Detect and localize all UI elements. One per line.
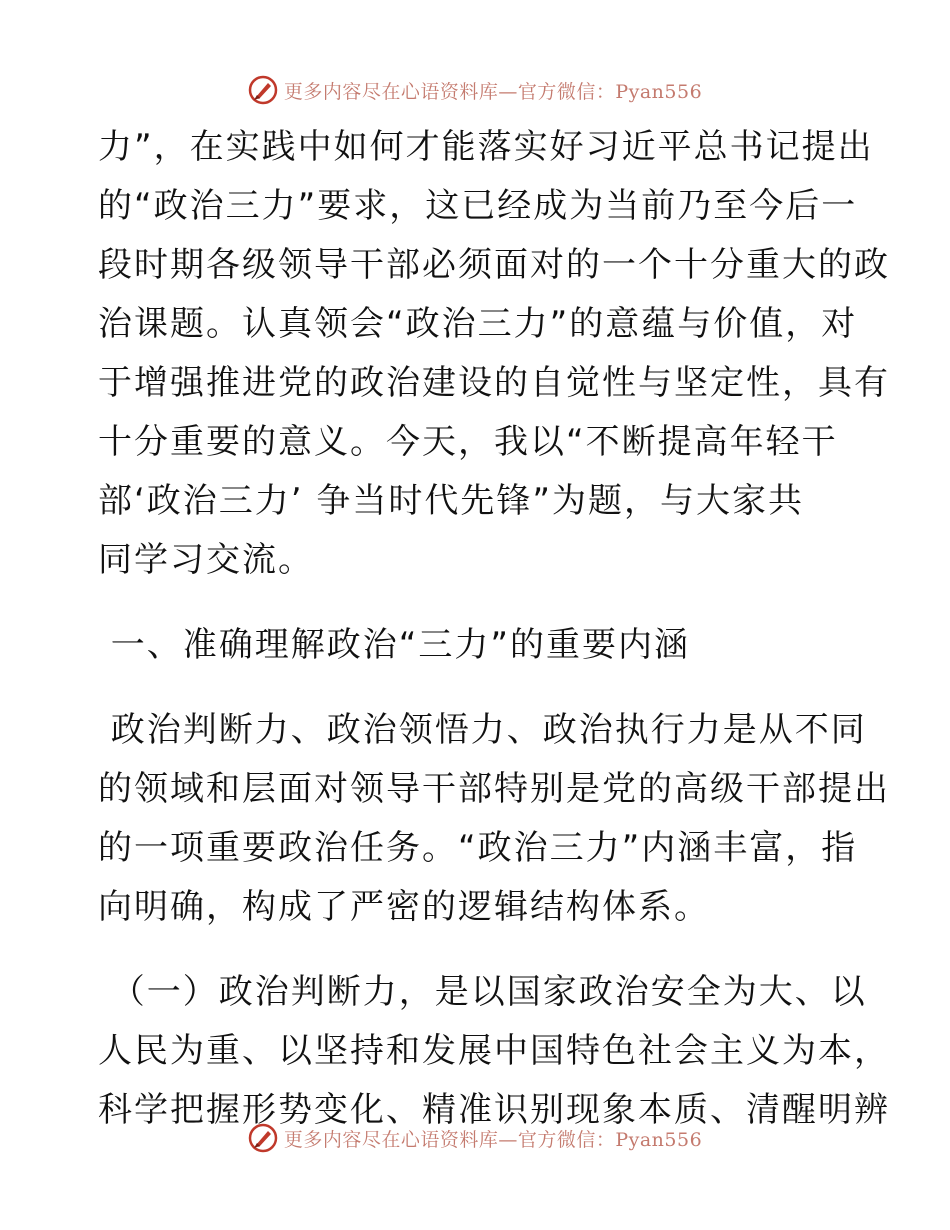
- text-line: 人民为重、以坚持和发展中国特色社会主义为本，: [98, 1031, 890, 1071]
- text-line: 同学习交流。: [98, 540, 314, 580]
- text-line: （一）政治判断力，是以国家政治安全为大、以: [98, 972, 867, 1012]
- text-line: 力”，在实践中如何才能落实好习近平总书记提出: [98, 127, 874, 167]
- section-heading: 一、准确理解政治“三力”的重要内涵: [98, 625, 691, 665]
- paragraph-2: [98, 701, 890, 937]
- pen-logo-icon: [248, 75, 278, 105]
- header-banner-text: 更多内容尽在心语资料库—官方微信：Pyan556: [283, 80, 703, 103]
- text-line: 部‘政治三力’ 争当时代先锋”为题，与大家共: [98, 481, 805, 521]
- text-line: 于增强推进党的政治建设的自觉性与坚定性，具有: [98, 363, 890, 403]
- footer-banner-text: 更多内容尽在心语资料库—官方微信：Pyan556: [283, 1128, 703, 1151]
- document-body: [98, 118, 890, 1140]
- text-line: 向明确，构成了严密的逻辑结构体系。: [98, 887, 710, 927]
- text-line: 十分重要的意义。今天，我以“不断提高年轻干: [98, 422, 838, 462]
- header-banner: [0, 70, 950, 110]
- paragraph-1: [98, 118, 890, 590]
- text-line: 的一项重要政治任务。“政治三力”内涵丰富，指: [98, 828, 858, 868]
- text-line: 段时期各级领导干部必须面对的一个十分重大的政: [98, 245, 890, 285]
- pen-logo-icon: [248, 1123, 278, 1153]
- text-line: 的“政治三力”要求，这已经成为当前乃至今后一: [98, 186, 858, 226]
- text-line: 政治判断力、政治领悟力、政治执行力是从不同: [98, 710, 867, 750]
- footer-banner: [0, 1118, 950, 1158]
- text-line: 治课题。认真领会“政治三力”的意蕴与价值，对: [98, 304, 858, 344]
- text-line: 科学把握形势变化、精准识别现象本质、清醒明辨: [98, 1090, 890, 1130]
- text-line: 的领域和层面对领导干部特别是党的高级干部提出: [98, 769, 890, 809]
- paragraph-3: [98, 963, 890, 1140]
